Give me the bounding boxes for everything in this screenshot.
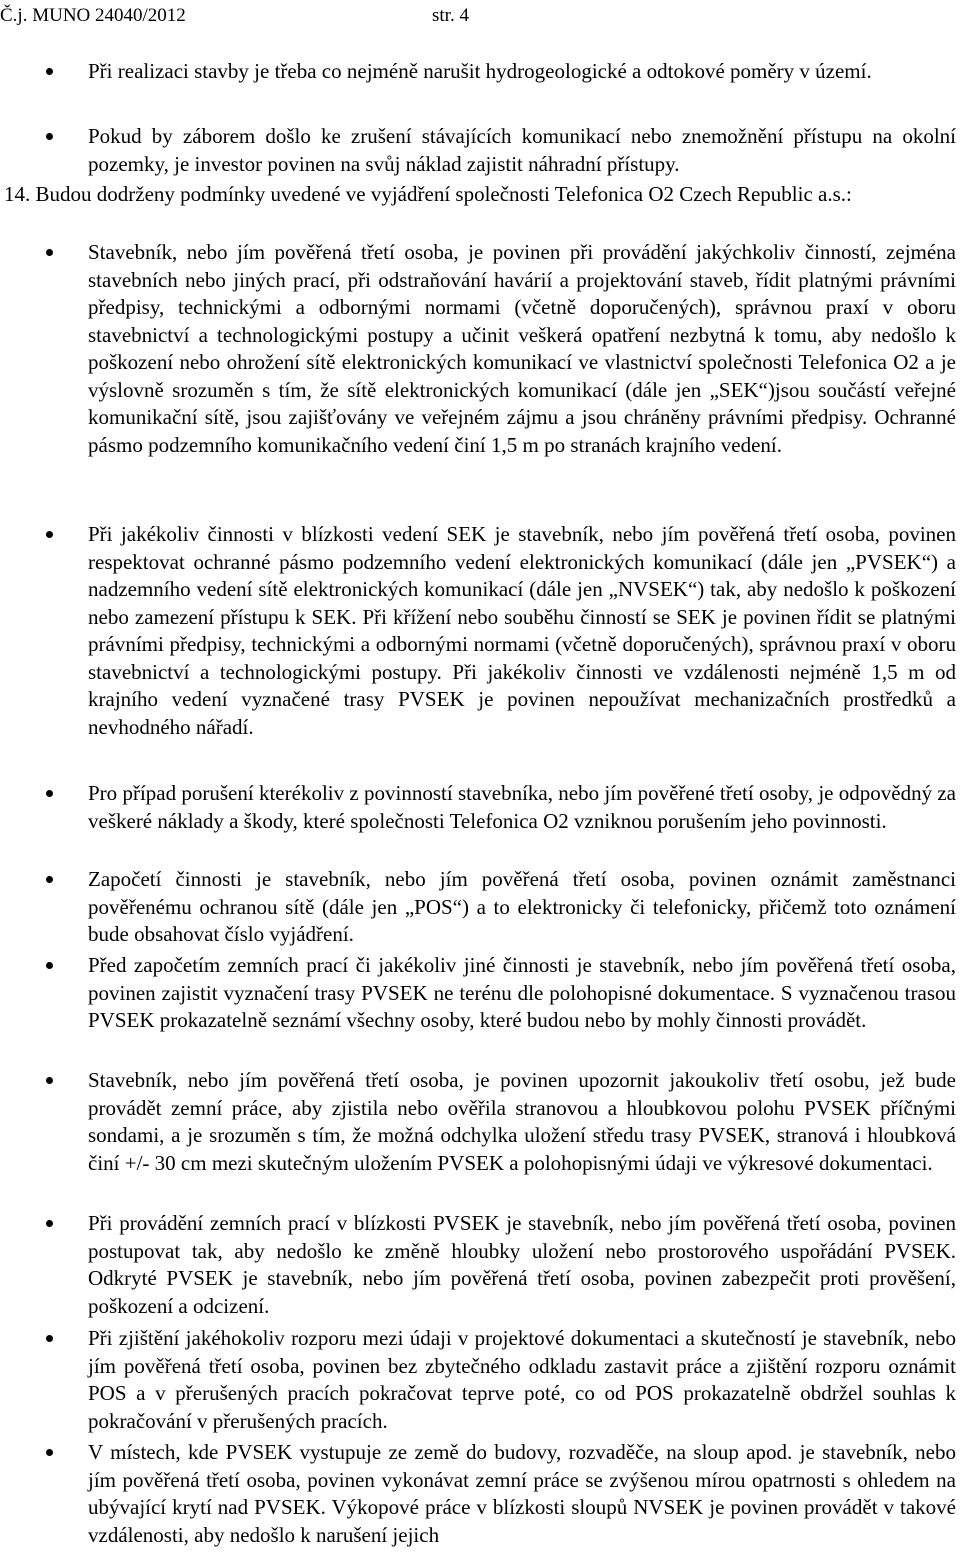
bullet-icon <box>46 1220 53 1227</box>
list-item <box>88 1067 956 1177</box>
list-item <box>88 1210 956 1320</box>
list-item <box>88 1439 956 1549</box>
numbered-condition <box>4 181 956 209</box>
bullet-icon <box>46 133 53 140</box>
list-item-text: Při realizaci stavby je třeba co nejméně narušit hydrogeologické a odtokové poměry v území. <box>88 59 872 83</box>
list-item-text: Při provádění zemních prací v blízkosti PVSEK je stavebník, nebo jím pověřená třetí osoba, povinen postupovat tak, aby nedošlo ke změně hloubky uložení nebo prostorového uspořádání PVSEK. Odkryté PVSEK je stavebník, nebo jím pověřená třetí osoba, povinen zabezpečit proti prověšení, poškození a odcizení. <box>88 1211 956 1318</box>
bullet-icon <box>46 531 53 538</box>
bullet-icon <box>46 1449 53 1456</box>
document-reference: Č.j. MUNO 24040/2012 <box>0 5 186 26</box>
list-item-text: Stavebník, nebo jím pověřená třetí osoba, je povinen upozornit jakoukoliv třetí osobu, jež bude provádět zemní práce, aby zjistila nebo ověřila stranovou a hloubkovou polohu PVSEK příčnými sondami, a je srozuměn s tím, že možná odchylka uložení středu trasy PVSEK, stranová i hloubková činí +/- 30 cm mezi skutečným uložením PVSEK a polohopisnými údaji ve výkresové dokumentaci. <box>88 1068 956 1175</box>
bullet-icon <box>46 1335 53 1342</box>
bullet-icon <box>46 1077 53 1084</box>
page-header <box>0 4 469 28</box>
page-number: str. 4 <box>432 5 469 26</box>
list-item <box>88 58 956 86</box>
list-item-text: Před započetím zemních prací či jakékoliv jiné činnosti je stavebník, nebo jím pověřená třetí osoba, povinen zajistit vyznačení trasy PVSEK ne terénu dle polohopisné dokumentace. S vyznačenou trasou PVSEK prokazatelně seznámí všechny osoby, které budou nebo by mohly činnosti provádět. <box>88 953 956 1032</box>
bullet-icon <box>46 68 53 75</box>
bullet-icon <box>46 962 53 969</box>
list-item-text: Započetí činnosti je stavebník, nebo jím pověřená třetí osoba, povinen oznámit zaměstnanci pověřenému ochranou sítě (dále jen „POS“) a to elektronicky či telefonicky, přičemž toto oznámení bude obsahovat číslo vyjádření. <box>88 867 956 946</box>
bullet-icon <box>46 790 53 797</box>
list-item-text: Stavebník, nebo jím pověřená třetí osoba, je povinen při provádění jakýchkoliv činností, zejména stavebních nebo jiných prací, při odstraňování havárií a projektování staveb, řídit platnými právními předpisy, technickými a odbornými normami (včetně doporučených), správnou praxí v oboru stavebnictví a technologickými postupy a učinit veškerá opatření nezbytná k tomu, aby nedošlo k poškození nebo ohrožení sítě elektronických komunikací ve vlastnictví společnosti Telefonica O2 a je výslovně srozuměn s tím, že sítě elektronických komunikací (dále jen „SEK“)jsou součástí veřejné komunikační sítě, jsou zajišťovány ve veřejném zájmu a jsou chráněny právními předpisy. Ochranné pásmo podzemního komunikačního vedení činí 1,5 m po stranách krajního vedení. <box>88 240 956 457</box>
list-item <box>88 123 956 178</box>
list-item <box>88 780 956 835</box>
bullet-icon <box>46 876 53 883</box>
list-item-text: V místech, kde PVSEK vystupuje ze země do budovy, rozvaděče, na sloup apod. je stavebník, nebo jím pověřená třetí osoba, povinen vykonávat zemní práce se zvýšenou mírou opatrnosti s ohledem na ubývající krytí nad PVSEK. Výkopové práce v blízkosti sloupů NVSEK je povinen provádět v takové vzdálenosti, aby nedošlo k narušení jejich <box>88 1440 956 1547</box>
list-item-text: Pro případ porušení kterékoliv z povinností stavebníka, nebo jím pověřené třetí osoby, je odpovědný za veškeré náklady a škody, které společnosti Telefonica O2 vzniknou porušením jeho povinnosti. <box>88 781 956 833</box>
condition-text: 14. Budou dodrženy podmínky uvedené ve vyjádření společnosti Telefonica O2 Czech Republic a.s.: <box>4 182 852 206</box>
list-item <box>88 521 956 741</box>
bullet-icon <box>46 249 53 256</box>
list-item <box>88 866 956 949</box>
list-item <box>88 239 956 459</box>
list-item-text: Při zjištění jakéhokoliv rozporu mezi údaji v projektové dokumentaci a skutečností je stavebník, nebo jím pověřená třetí osoba, povinen bez zbytečného odkladu zastavit práce a zjištění rozporu oznámit POS a v přerušených pracích pokračovat teprve poté, co od POS prokazatelně obdržel souhlas k pokračování v přerušených pracích. <box>88 1326 956 1433</box>
list-item-text: Pokud by záborem došlo ke zrušení stávajících komunikací nebo znemožnění přístupu na okolní pozemky, je investor povinen na svůj náklad zajistit náhradní přístupy. <box>88 124 956 176</box>
list-item <box>88 952 956 1035</box>
list-item-text: Při jakékoliv činnosti v blízkosti vedení SEK je stavebník, nebo jím pověřená třetí osoba, povinen respektovat ochranné pásmo podzemního vedení elektronických komunikací (dále jen „PVSEK“) a nadzemního vedení sítě elektronických komunikací (dále jen „NVSEK“) tak, aby nedošlo k poškození nebo zamezení přístupu k SEK. Při křížení nebo souběhu činností se SEK je povinen řídit se platnými právními předpisy, technickými a odbornými normami (včetně doporučených), správnou praxí v oboru stavebnictví a technologickými postupy. Při jakékoliv činnosti ve vzdálenosti nejméně 1,5 m od krajního vedení vyznačené trasy PVSEK je povinen nepoužívat mechanizačních prostředků a nevhodného nářadí. <box>88 522 956 739</box>
list-item <box>88 1325 956 1435</box>
